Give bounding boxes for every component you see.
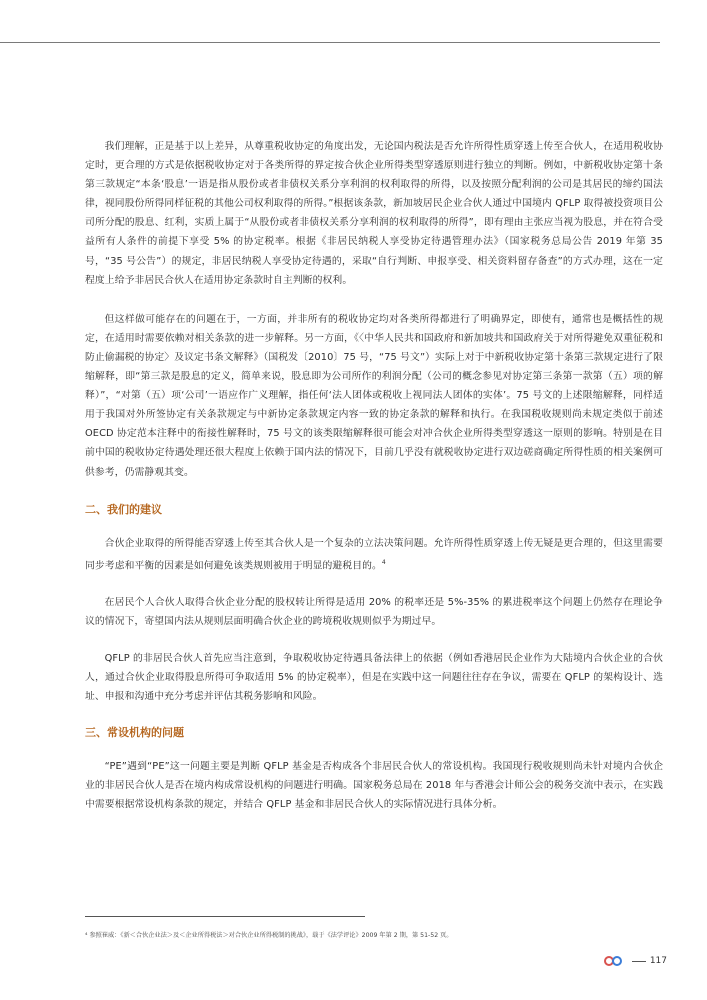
body-paragraph: 但这样做可能存在的问题在于，一方面，并非所有的税收协定均对各类所得都进行了明确界定，即使有，通常也是概括性的规定，在适用时需要依赖对相关条款的进一步解释。另一方面，《〈中华人民共和国政府和新加坡共和国政府关于对所得避免双重征税和防止偷漏税的协定〉及议定书条文解释》（国税发〔2010〕75 号，“75 号文”）实际上对于中新税收协定第十条第三款规定进行了限缩解释，即“第三款是股息的定义，简单来说，股息即为公司所作的利润分配（公司的概念参见对协定第三条第一款第（五）项的解释）”，“对第（五）项‘公司’一语应作广义理解，指任何‘法人团体或税收上视同法人团体的实体’。75 号文的上述限缩解释，同样适用于我国对外所签协定有关条款规定与中新协定条款规定内容一致的协定条款的解释和执行。在我国税收规则尚未规定类似于前述 OECD 协定范本注释中的衔接性解释时，75 号文的该类限缩解释很可能会对冲合伙企业所得类型穿透这一原则的影响。特别是在目前中国的税收协定待遇处理还很大程度上依赖于国内法的情况下，目前几乎没有就税收协定进行双边磋商确定所得性质的相关案例可供参考，仍需静观其变。 (85, 313, 663, 478)
footnote-marker[interactable]: 4 (381, 558, 386, 566)
section-heading-recommendations: 二、我们的建议 (85, 502, 162, 516)
footer-dash (632, 961, 646, 962)
paragraph-text: 合伙企业取得的所得能否穿透上传至其合伙人是一个复杂的立法决策问题。允许所得性质穿透上传无疑是更合理的，但这里需要同步考虑和平衡的因素是如何避免该类规则被用于明显的避税目的。 (85, 537, 663, 571)
two-rings-logo-icon (604, 955, 626, 967)
header-divider (0, 42, 660, 43)
footnote: ⁴ 参照崔威：《新＜合伙企业法＞及＜企业所得税法＞对合伙企业所得税制的挑战》，载于《法学评论》2009 年第 2 期，第 51-52 页。 (85, 932, 453, 939)
page-number: 117 (649, 956, 667, 966)
body-paragraph: 我们理解，正是基于以上差异，从尊重税收协定的角度出发，无论国内税法是否允许所得性质穿透上传至合伙人，在适用税收协定时，更合理的方式是依据税收协定对于各类所得的界定按合伙企业所得类型穿透原则进行独立的判断。例如，中新税收协定第十条第三款规定“本条‘股息’一语是指从股份或者非债权关系分享利润的权利取得的所得，以及按照分配利润的公司是其居民的缔约国法律，视同股份所得同样征税的其他公司权利取得的所得。”根据该条款，新加坡居民企业合伙人通过中国境内 QFLP 取得被投资项目公司所分配的股息、红利，实质上属于“从股份或者非债权关系分享利润的权利取得的所得”，即有理由主张应当视为股息，并在符合受益所有人条件的前提下享受 5% 的协定税率。根据《非居民纳税人享受协定待遇管理办法》（国家税务总局公告 2019 年第 35 号，“35 号公告”）的规定，非居民纳税人享受协定待遇的，采取“自行判断、申报享受、相关资料留存备查”的方式办理，这在一定程度上给予非居民合伙人在适用协定条款时自主判断的权利。 (85, 141, 663, 286)
body-paragraph: 在居民个人合伙人取得合伙企业分配的股权转让所得是适用 20% 的税率还是 5%-35% 的累进税率这个问题上仍然存在理论争议的情况下，寄望国内法从规则层面明确合伙企业的跨境税收规则似乎为期过早。 (85, 597, 663, 628)
blue-ring-icon (612, 956, 622, 966)
section-heading-permanent-establishment: 三、常设机构的问题 (85, 725, 184, 739)
document-body (85, 137, 663, 834)
body-paragraph: QFLP 的非居民合伙人首先应当注意到，争取税收协定待遇具备法律上的依据（例如香港居民企业作为大陆境内合伙企业的合伙人，通过合伙企业取得股息所得可争取适用 5% 的协定税率），但是在实践中这一问题往往存在争议，需要在 QFLP 的架构设计、选址、申报和沟通中充分考虑并评估其税务影响和风险。 (85, 653, 663, 703)
page-footer (604, 955, 667, 967)
footnote-divider (85, 916, 365, 917)
body-paragraph (85, 534, 663, 575)
body-paragraph: “PE”遇到“PE”这一问题主要是判断 QFLP 基金是否构成各个非居民合伙人的常设机构。我国现行税收规则尚未针对境内合伙企业的非居民合伙人是否在境内构成常设机构的问题进行明确。国家税务总局在 2018 年与香港会计师公会的税务交流中表示，在实践中需要根据常设机构条款的规定，并结合 QFLP 基金和非居民合伙人的实际情况进行具体分析。 (85, 760, 663, 810)
